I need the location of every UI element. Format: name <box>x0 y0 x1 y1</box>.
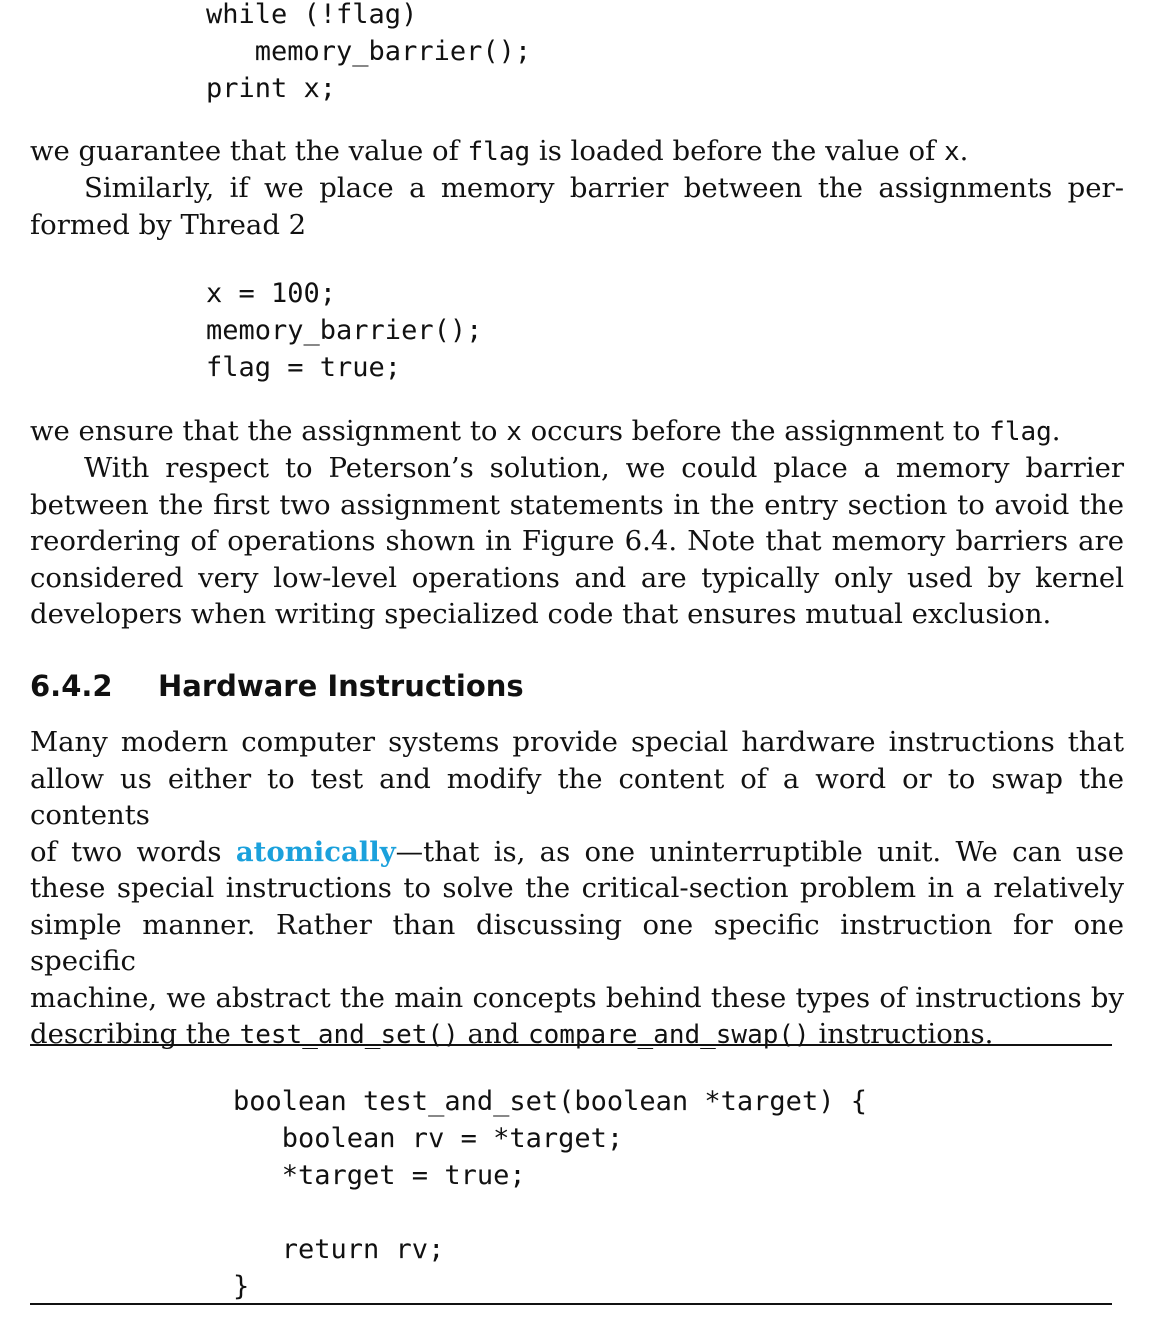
text-line: simple manner. Rather than discussing one specific instruction for one specific <box>30 908 1124 977</box>
figure-code-test-and-set <box>233 1083 867 1305</box>
code-line: flag = true; <box>206 352 402 383</box>
code-line: x = 100; <box>206 278 337 309</box>
text-run: instructions. <box>809 1018 994 1050</box>
text-run: describing the <box>30 1018 240 1050</box>
inline-code: flag <box>989 417 1052 447</box>
code-line: memory_barrier(); <box>206 36 532 67</box>
highlighted-term: atomically <box>235 835 396 868</box>
code-block-writer <box>206 275 482 386</box>
text-line: Many modern computer systems provide special hardware instructions that <box>30 726 1124 758</box>
code-line: return rv; <box>233 1234 445 1265</box>
paragraph-peterson <box>30 450 1124 633</box>
section-heading <box>30 668 524 704</box>
section-number: 6.4.2 <box>30 669 113 703</box>
paragraph-guarantee <box>30 133 1124 171</box>
text-line: formed by Thread 2 <box>30 208 307 241</box>
inline-code: test_and_set() <box>239 1020 459 1050</box>
text-run: we guarantee that the value of <box>30 135 468 167</box>
text-line <box>30 1016 1124 1054</box>
text-line: these special instructions to solve the critical-section problem in a relatively <box>30 872 1124 904</box>
inline-code: compare_and_swap() <box>527 1020 810 1050</box>
text-line: allow us either to test and modify the content of a word or to swap the contents <box>30 762 1124 831</box>
text-line: With respect to Peterson’s solution, we could place a memory barrier <box>84 452 1124 484</box>
code-line: print x; <box>206 73 337 104</box>
code-line: *target = true; <box>233 1160 526 1191</box>
text-run: we ensure that the assignment to <box>30 415 507 447</box>
text-line: considered very low-level operations and are typically only used by kernel <box>30 561 1124 594</box>
text-line: developers when writing specialized code that ensures mutual exclusion. <box>30 598 1052 630</box>
code-line: while (!flag) <box>206 0 418 30</box>
text-run: . <box>959 135 969 167</box>
text-run: of two words <box>30 835 236 868</box>
figure-top-rule <box>30 1044 1112 1046</box>
text-line: machine, we abstract the main concepts behind these types of instructions by <box>30 981 1124 1014</box>
paragraph-similarly <box>30 170 1124 243</box>
text-line <box>30 834 1124 871</box>
inline-code: x <box>944 137 960 167</box>
code-block-reader-loop <box>206 0 531 107</box>
text-line: reordering of operations shown in Figure 6.4. Note that memory barriers are <box>30 525 1124 557</box>
text-run: and <box>458 1018 528 1050</box>
text-line: between the first two assignment statements in the entry section to avoid the <box>30 488 1124 521</box>
code-line: } <box>233 1271 250 1302</box>
section-title: Hardware Instructions <box>158 669 524 703</box>
text-run: occurs before the assignment to <box>521 415 990 447</box>
code-line: memory_barrier(); <box>206 315 483 346</box>
text-line: Similarly, if we place a memory barrier between the assignments per- <box>84 172 1124 204</box>
text-run: is loaded before the value of <box>530 135 944 167</box>
figure-bottom-rule <box>30 1303 1112 1305</box>
paragraph-hardware <box>30 724 1124 1054</box>
inline-code: x <box>506 417 522 447</box>
paragraph-ensure <box>30 413 1124 451</box>
code-line: boolean test_and_set(boolean *target) { <box>233 1086 867 1117</box>
text-run: . <box>1051 415 1061 447</box>
code-line: boolean rv = *target; <box>233 1123 624 1154</box>
inline-code: flag <box>467 137 531 167</box>
text-run: —that is, as one uninterruptible unit. We can use <box>395 835 1124 868</box>
